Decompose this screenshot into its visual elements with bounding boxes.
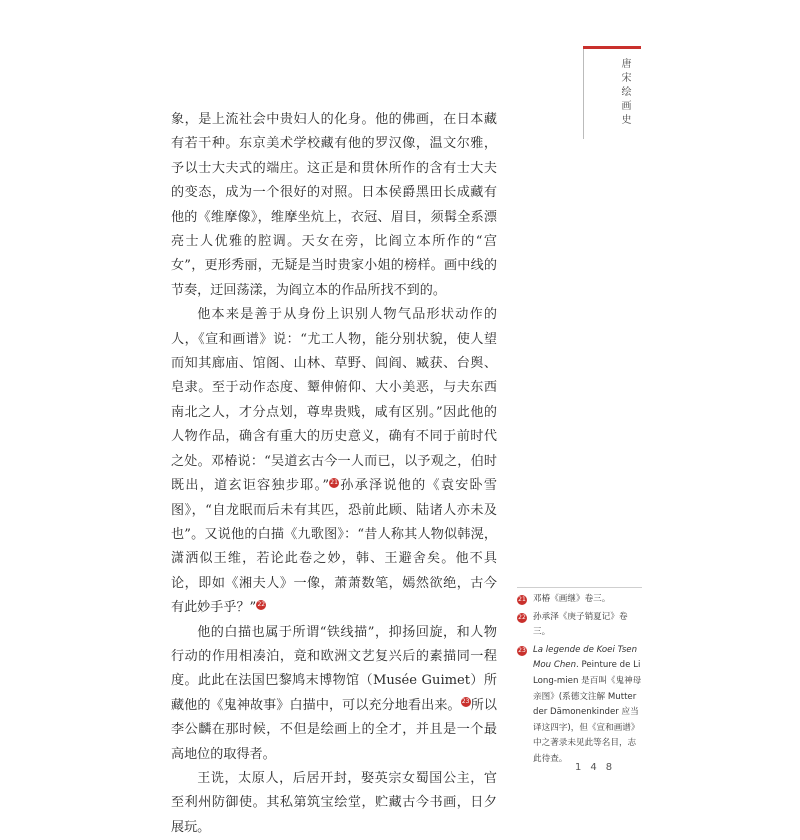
note-22-text: 孙承泽《庚子销夏记》卷三。 (533, 611, 628, 638)
main-text (171, 108, 497, 840)
paragraph-3-part-b: 所以李公麟在那时候，不但是绘画上的全才，并且是一个最高地位的取得者。 (171, 697, 498, 762)
note-23-text: . Peinture de Li Long-mien 是百叫《鬼神母亲图》(系德文注解 Mutter der Dämonenkinder 应当译这四字)，但《宣和画谱》中之著录未见此等名目，志此待查。 (533, 660, 642, 764)
paragraph-2-part-b: 孙承泽说他的《袁安卧雪图》，“自龙眠而后未有其匹，恐前此顾、陆诸人亦未及也”。又说他的白描《九歌图》：“昔人称其人物似韩滉，潇洒似王维，若论此卷之妙，韩、王避舍矣。他不具论，即如《湘夫人》一像，萧萧数笔，嫣然欲绝，古今有此妙手乎？” (171, 478, 497, 616)
notes-rule (517, 587, 642, 588)
footnote-ref-23[interactable]: 23 (461, 698, 470, 706)
paragraph-2-part-a: 他本来是善于从身份上识别人物气品形状动作的人，《宣和画谱》说：“尤工人物，能分别状貌，使人望而知其廊庙、馆阁、山林、草野、闾阎、臧获、台舆、皂隶。至于动作态度、颦伸俯仰、大小美恶，与夫东西南北之人，才分点划，尊卑贵贱，咸有区别。”因此他的人物作品，确含有重大的历史意义，确有不同于前时代之处。邓椿说：“吴道玄古今一人而已，以予观之，伯时既出，道玄讵容独步耶。” (171, 307, 497, 494)
page-number: 148 (575, 762, 622, 773)
paragraph-2 (171, 303, 497, 620)
paragraph-3-part-a: 他的白描也属于所谓“铁线描”，抑扬回旋，和人物行动的作用相凑泊，竟和欧洲文艺复兴后的素描同一程度。此此在法国巴黎鸠末博物馆（Musée Guimet）所藏他的《鬼神故事》白描中，可以充分地看出来。 (171, 624, 497, 713)
paragraph-4: 王诜，太原人，后居开封，娶英宗女蜀国公主，官至利州防御使。其私第筑宝绘堂，贮藏古今书画，日夕展玩。 (171, 770, 497, 835)
note-23-italic-title: La legende de Koei Tsen Mou Chen (533, 644, 638, 671)
note-22 (517, 610, 642, 641)
footnote-ref-21[interactable]: 21 (330, 478, 338, 486)
footnote-ref-22[interactable]: 22 (257, 600, 266, 608)
running-head-rule (583, 46, 641, 49)
note-marker-22: 22 (518, 613, 526, 621)
paragraph-1: 象，是上流社会中贵妇人的化身。他的佛画，在日本藏有若干种。东京美术学校藏有他的罗汉像，温文尔雅，予以士大夫式的端庄。这正是和贯休所作的含有士大夫的变态，成为一个很好的对照。日本侯爵黑田长成藏有他的《维摩像》，维摩坐炕上，衣冠、眉目，须髯全系漂亮士人优雅的腔调。天女在旁，比阎立本所作的“宫女”，更形秀丽，无疑是当时贵家小姐的榜样。画中线的节奏，迂回荡漾，为阎立本的作品所找不到的。 (171, 112, 497, 298)
side-notes (517, 587, 642, 770)
running-head: 唐宋绘画史 (619, 58, 630, 128)
running-head-divider (583, 49, 584, 139)
note-23 (517, 643, 642, 768)
paragraph-3 (171, 621, 497, 767)
note-marker-23: 23 (518, 646, 526, 654)
note-marker-21: 21 (518, 596, 526, 603)
note-21 (517, 592, 642, 608)
note-21-text: 邓椿《画继》卷三。 (533, 594, 611, 604)
